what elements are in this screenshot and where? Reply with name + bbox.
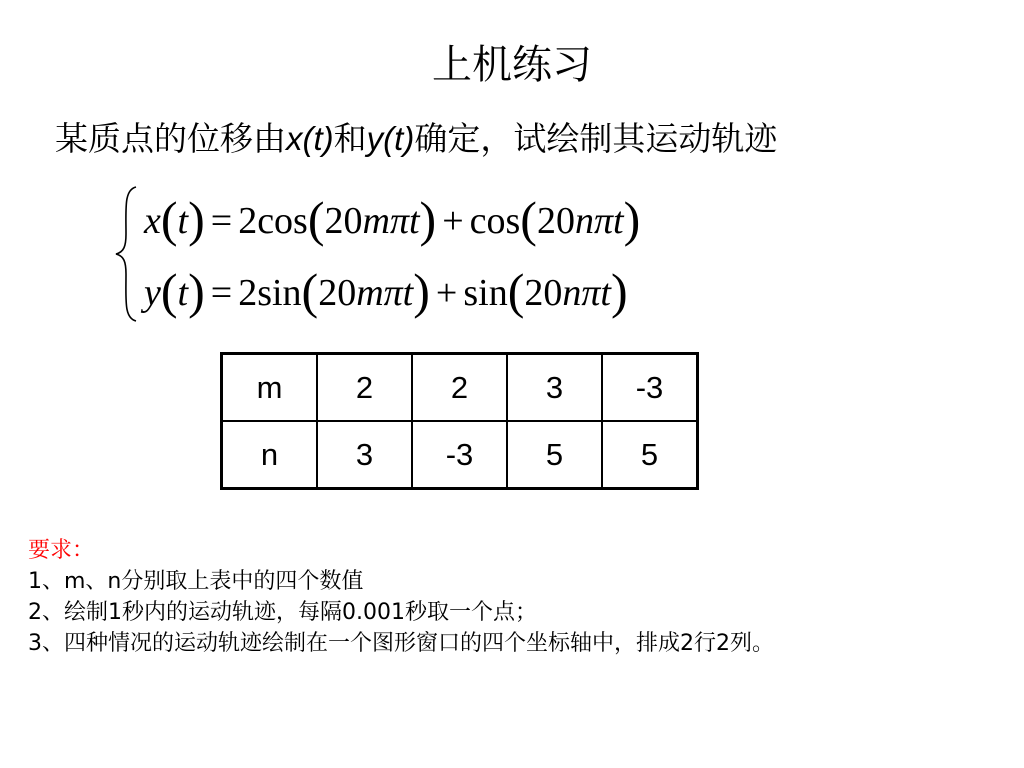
x-function-label: x(t): [286, 120, 334, 157]
requirements-heading: 要求：: [28, 538, 95, 563]
eq1-arg1-open: (: [307, 191, 325, 247]
eq2-lhs-fn: y: [144, 272, 161, 314]
eq1-equals: =: [210, 200, 233, 242]
eq2-paren-close: ): [188, 263, 205, 319]
eq2-coef: 2: [238, 272, 258, 314]
intro-text-after: 确定，试绘制其运动轨迹: [414, 119, 778, 158]
y-function-label: y(t): [366, 120, 415, 157]
table-cell: -3: [412, 421, 507, 489]
table-cell: 2: [317, 354, 412, 422]
eq1-fn2: cos: [469, 200, 521, 242]
eq1-fn: cos: [257, 200, 308, 242]
requirement-item-1: 1、m、n分别取上表中的四个数值: [28, 569, 364, 594]
eq2-arg2-num: 20: [524, 272, 563, 314]
eq2-arg1-var: mπt: [356, 272, 414, 314]
requirement-item-2: 2、绘制1秒内的运动轨迹，每隔0.001秒取一个点；: [28, 600, 537, 625]
eq2-plus: +: [435, 272, 458, 314]
eq1-arg2-close: ): [623, 191, 641, 247]
eq2-arg1-num: 20: [318, 272, 357, 314]
table-row-n: [222, 421, 698, 489]
eq1-arg1-close: ): [419, 191, 437, 247]
eq2-arg1-close: ): [413, 263, 430, 319]
eq1-plus: +: [442, 200, 464, 242]
table-cell: 3: [317, 421, 412, 489]
slide-title: 上机练习: [432, 42, 592, 88]
table-row-m: [222, 354, 698, 422]
eq1-arg2-var: nπt: [574, 200, 624, 242]
eq1-arg2-open: (: [520, 191, 537, 247]
eq2-lhs-arg: t: [177, 272, 189, 314]
eq2-equals: =: [210, 272, 233, 314]
eq1-coef: 2: [238, 200, 258, 242]
eq1-lhs-fn: x: [144, 200, 161, 242]
intro-text-before: 某质点的位移由: [55, 119, 286, 158]
table-cell: n: [222, 421, 318, 489]
equation-x: [144, 191, 641, 247]
eq1-arg1-num: 20: [324, 200, 363, 242]
eq2-arg2-var: nπt: [562, 272, 611, 314]
table-cell: 3: [507, 354, 602, 422]
equation-y: [144, 263, 628, 319]
table-cell: 5: [602, 421, 698, 489]
table-cell: 2: [412, 354, 507, 422]
eq1-arg2-num: 20: [536, 200, 575, 242]
table-cell: -3: [602, 354, 698, 422]
eq2-arg2-open: (: [507, 263, 525, 319]
parameter-table: [220, 352, 699, 490]
eq2-arg1-open: (: [301, 263, 319, 319]
equation-brace: [112, 184, 142, 324]
intro-text-mid: 和: [333, 119, 367, 158]
eq2-paren-open: (: [160, 263, 178, 319]
eq2-fn: sin: [257, 272, 302, 314]
eq2-fn2: sin: [463, 272, 508, 314]
requirement-item-3: 3、四种情况的运动轨迹绘制在一个图形窗口的四个坐标轴中，排成2行2列。: [28, 631, 774, 656]
eq1-lhs-arg: t: [177, 200, 189, 242]
eq1-paren-open: (: [160, 191, 178, 247]
eq1-paren-close: ): [188, 191, 205, 247]
table-cell: 5: [507, 421, 602, 489]
intro-sentence: [55, 117, 985, 161]
eq2-arg2-close: ): [610, 263, 628, 319]
table-cell: m: [222, 354, 318, 422]
eq1-arg1-var: mπt: [362, 200, 420, 242]
